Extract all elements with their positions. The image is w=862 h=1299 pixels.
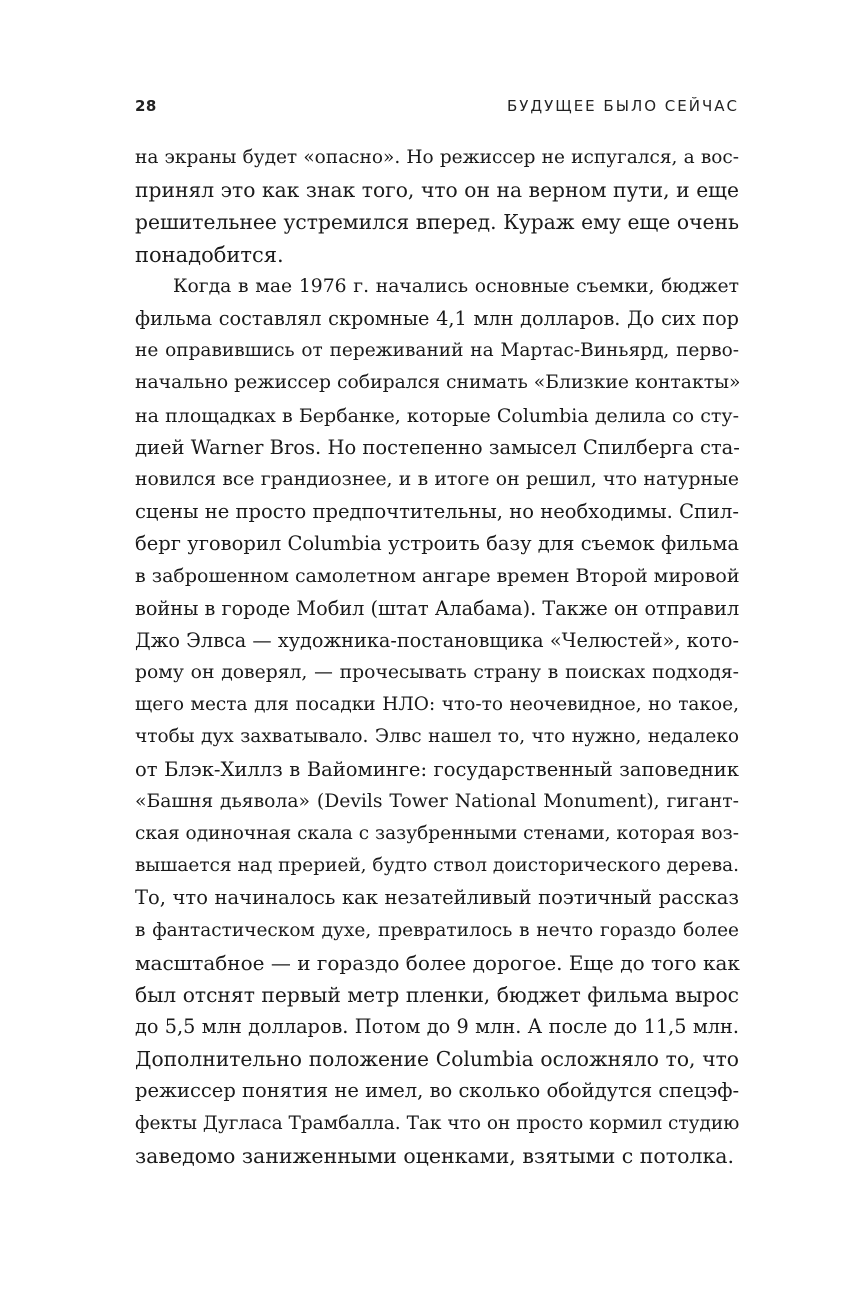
- text-line: на экраны будет «опасно». Но режиссер не испугался, а вос-: [135, 147, 739, 168]
- paragraph: [135, 271, 739, 1172]
- page-number: 28: [135, 97, 157, 115]
- text-line: Когда в мае 1976 г. начались основные съемки, бюджет: [173, 275, 739, 297]
- body-text: [135, 142, 739, 1172]
- text-line: берг уговорил Columbia устроить базу для съемок фильма: [135, 532, 739, 556]
- text-line: до 5,5 млн долларов. Потом до 9 млн. А после до 11,5 млн.: [135, 1015, 739, 1039]
- text-line: фильма составлял скромные 4,1 млн долларов. До сих пор: [135, 306, 739, 330]
- text-line: То, что начиналось как незатейливый поэтичный рассказ: [135, 886, 739, 910]
- text-line: режиссер понятия не имел, во сколько обойдутся спецэф-: [135, 1079, 740, 1103]
- text-line: «Башня дьявола» (Devils Tower National Monument), гигант-: [135, 790, 739, 812]
- text-line: был отснят первый метр пленки, бюджет фильма вырос: [135, 982, 739, 1007]
- text-line: не оправившись от переживаний на Мартас-Виньярд, перво-: [135, 340, 739, 362]
- text-line: ская одиночная скала с зазубренными стенами, которая воз-: [135, 822, 739, 844]
- text-line: щего места для посадки НЛО: что-то неочевидное, но такое,: [135, 694, 739, 716]
- text-line: фекты Дугласа Трамбалла. Так что он просто кормил студию: [135, 1112, 740, 1134]
- text-line: понадобится.: [135, 242, 284, 267]
- text-line: в фантастическом духе, превратилось в нечто гораздо более: [135, 919, 739, 941]
- paragraph: [135, 142, 739, 271]
- running-header: [135, 97, 739, 119]
- text-line: сцены не просто предпочтительны, но необходимы. Спил-: [135, 500, 739, 524]
- text-line: принял это как знак того, что он на верном пути, и еще: [135, 178, 739, 203]
- text-line: чтобы дух захватывало. Элвс нашел то, что нужно, недалеко: [135, 726, 739, 748]
- text-line: в заброшенном самолетном ангаре времен Второй мировой: [135, 565, 740, 588]
- text-line: Джо Элвса — художника-постановщика «Челюстей», кото-: [135, 628, 739, 652]
- text-line: на площадках в Бербанке, которые Columbia делила со сту-: [135, 404, 739, 427]
- text-line: войны в городе Мобил (штат Алабама). Также он отправил: [135, 596, 740, 620]
- text-line: решительнее устремился вперед. Кураж ему еще очень: [135, 210, 739, 235]
- text-line: рому он доверял, — прочесывать страну в поисках подходя-: [135, 662, 739, 683]
- text-line: начально режиссер собирался снимать «Близкие контакты»: [135, 372, 741, 394]
- text-line: от Блэк-Хиллз в Вайоминге: государственный заповедник: [135, 757, 739, 781]
- text-line: дией Warner Bros. Но постепенно замысел Спилберга ста-: [135, 435, 740, 459]
- text-line: вышается над прерией, будто ствол доисторического дерева.: [135, 855, 740, 877]
- text-line: новился все грандиознее, и в итоге он решил, что натурные: [135, 468, 739, 490]
- book-title: БУДУЩЕЕ БЫЛО СЕЙЧАС: [507, 97, 739, 115]
- text-line: масштабное — и гораздо более дорогое. Еще до того как: [135, 950, 740, 975]
- text-line: заведомо заниженными оценками, взятыми с потолка.: [135, 1143, 735, 1168]
- text-line: Дополнительно положение Columbia осложняло то, что: [135, 1047, 739, 1072]
